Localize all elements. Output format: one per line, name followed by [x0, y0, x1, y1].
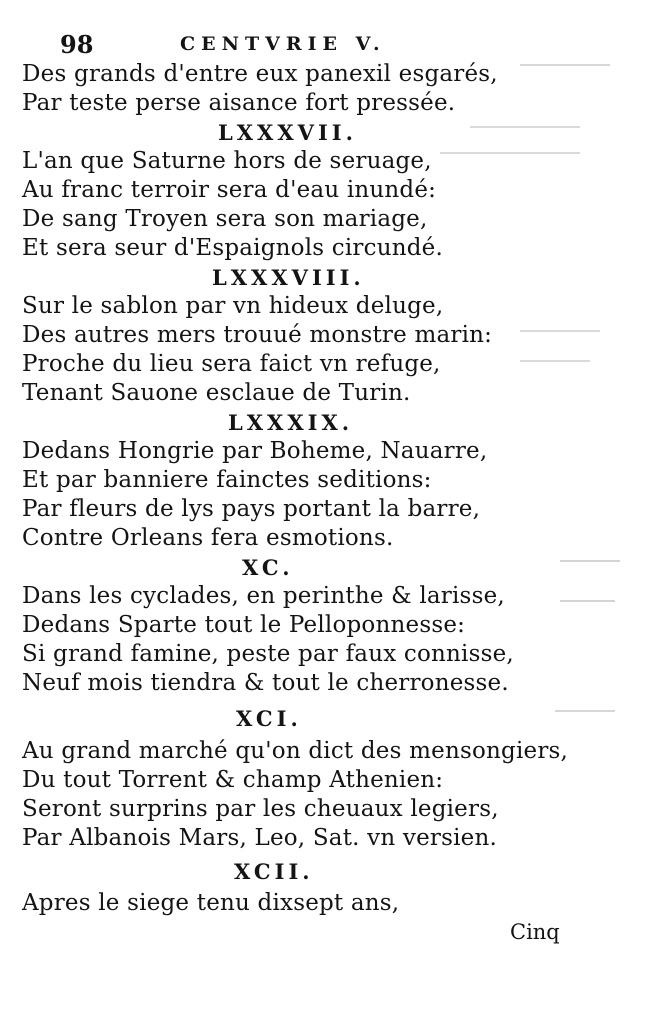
quatrain-number: XCII. — [234, 859, 314, 884]
catchword: Cinq — [510, 920, 560, 944]
verse-line: Contre Orleans fera esmotions. — [22, 525, 394, 551]
bleed-through-mark — [520, 330, 600, 332]
bleed-through-mark — [555, 710, 615, 712]
verse-line: Des autres mers trouué monstre marin: — [22, 322, 493, 348]
verse-line: Par fleurs de lys pays portant la barre, — [22, 496, 481, 522]
verse-line: Dedans Hongrie par Boheme, Nauarre, — [22, 438, 488, 464]
page-header — [60, 30, 620, 58]
verse-line: Et sera seur d'Espaignols circundé. — [22, 235, 443, 261]
running-head: CENTVRIE V. — [180, 33, 386, 55]
bleed-through-mark — [470, 126, 580, 128]
verse-line: Du tout Torrent & champ Athenien: — [22, 767, 444, 793]
verse-line: Par Albanois Mars, Leo, Sat. vn versien. — [22, 825, 497, 851]
bleed-through-mark — [560, 560, 620, 562]
verse-line: Proche du lieu sera faict vn refuge, — [22, 351, 441, 377]
quatrain-number: LXXXVII. — [218, 120, 357, 145]
verse-line: Si grand famine, peste par faux connisse, — [22, 641, 514, 667]
verse-line: Apres le siege tenu dixsept ans, — [22, 890, 400, 916]
bleed-through-mark — [560, 600, 615, 602]
verse-line: Et par banniere fainctes seditions: — [22, 467, 432, 493]
verse-line: Au franc terroir sera d'eau inundé: — [22, 177, 437, 203]
verse-line: Seront surprins par les cheuaux legiers, — [22, 796, 499, 822]
quatrain-number: LXXXIX. — [228, 410, 354, 435]
verse-line: Par teste perse aisance fort pressée. — [22, 90, 456, 116]
verse-line: De sang Troyen sera son mariage, — [22, 206, 428, 232]
verse-line: Neuf mois tiendra & tout le cherronesse. — [22, 670, 509, 696]
verse-line: L'an que Saturne hors de seruage, — [22, 148, 432, 174]
verse-line: Dans les cyclades, en perinthe & larisse, — [22, 583, 505, 609]
verse-line: Des grands d'entre eux panexil esgarés, — [22, 61, 498, 87]
quatrain-number: LXXXVIII. — [212, 265, 365, 290]
verse-line: Au grand marché qu'on dict des mensongiers, — [22, 738, 569, 764]
bleed-through-mark — [520, 64, 610, 66]
verse-line: Sur le sablon par vn hideux deluge, — [22, 293, 444, 319]
quatrain-number: XCI. — [236, 706, 302, 731]
bleed-through-mark — [440, 152, 580, 154]
verse-line: Tenant Sauone esclaue de Turin. — [22, 380, 411, 406]
quatrain-number: XC. — [242, 555, 294, 580]
page-number: 98 — [60, 30, 94, 59]
verse-line: Dedans Sparte tout le Pelloponnesse: — [22, 612, 466, 638]
bleed-through-mark — [520, 360, 590, 362]
